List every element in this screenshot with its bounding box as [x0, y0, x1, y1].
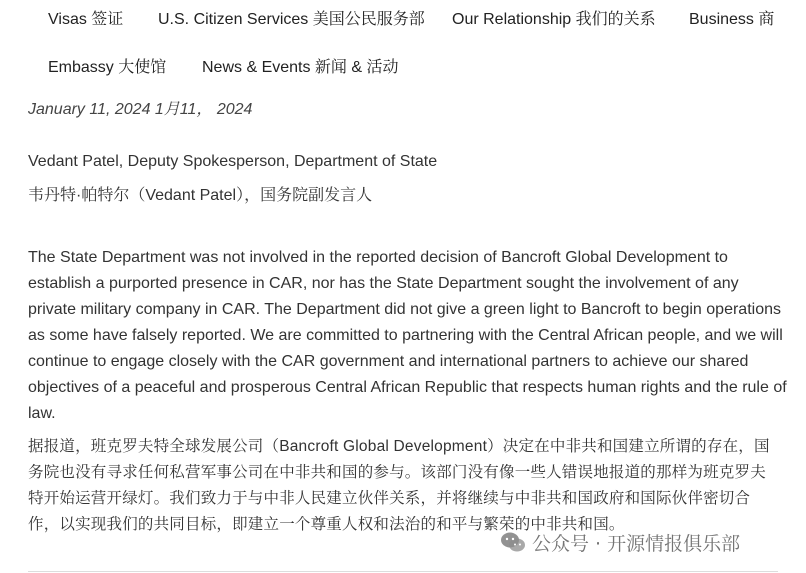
byline-chinese: 韦丹特·帕特尔（Vedant Patel），国务院副发言人 — [28, 187, 373, 204]
nav-item-news-events[interactable]: News & Events 新闻 & 活动 — [202, 59, 399, 76]
nav-item-our-relationship[interactable]: Our Relationship 我们的关系 — [452, 11, 656, 28]
nav-item-visas[interactable]: Visas 签证 — [48, 11, 124, 28]
section-divider — [28, 571, 778, 572]
top-navigation — [0, 0, 806, 92]
article-body-chinese: 据报道，班克罗夫特全球发展公司（Bancroft Global Development）决定在中非共和国建立所谓的存在，国务院也没有寻求任何私营军事公司在中非共和国的参与。该部门没有像一些人错误地报道的那样为班克罗夫特开始运营开绿灯。我们致力于与中非人民建立伙伴关系，并将继续与中非共和国政府和国际伙伴密切合作，以实现我们的共同目标，即建立一个尊重人权和法治的和平与繁荣的中非共和国。 — [28, 438, 770, 533]
byline-english: Vedant Patel, Deputy Spokesperson, Department of State — [28, 153, 438, 170]
wechat-icon — [500, 531, 526, 553]
nav-item-us-citizen-services[interactable]: U.S. Citizen Services 美国公民服务部 — [158, 11, 425, 28]
nav-item-embassy[interactable]: Embassy 大使馆 — [48, 59, 167, 76]
watermark — [500, 528, 740, 556]
watermark-text: 公众号 · 开源情报俱乐部 — [532, 532, 741, 555]
article-date: January 11, 2024 1月11， 2024 — [28, 101, 253, 118]
article-body-english: The State Department was not involved in the reported decision of Bancroft Global Development to establish a purported presence in CAR, nor has the State Department sought the involvement of any private military company in CAR. The Department did not give a green light to Bancroft to begin operations as some have falsely reported. We are committed to partnering with the Central African people, and we will continue to engage closely with the CAR government and international partners to achieve our shared objectives of a peaceful and prosperous Central African Republic that respects human rights and the rule of law. — [28, 249, 787, 422]
nav-item-business[interactable]: Business 商 — [689, 11, 775, 28]
